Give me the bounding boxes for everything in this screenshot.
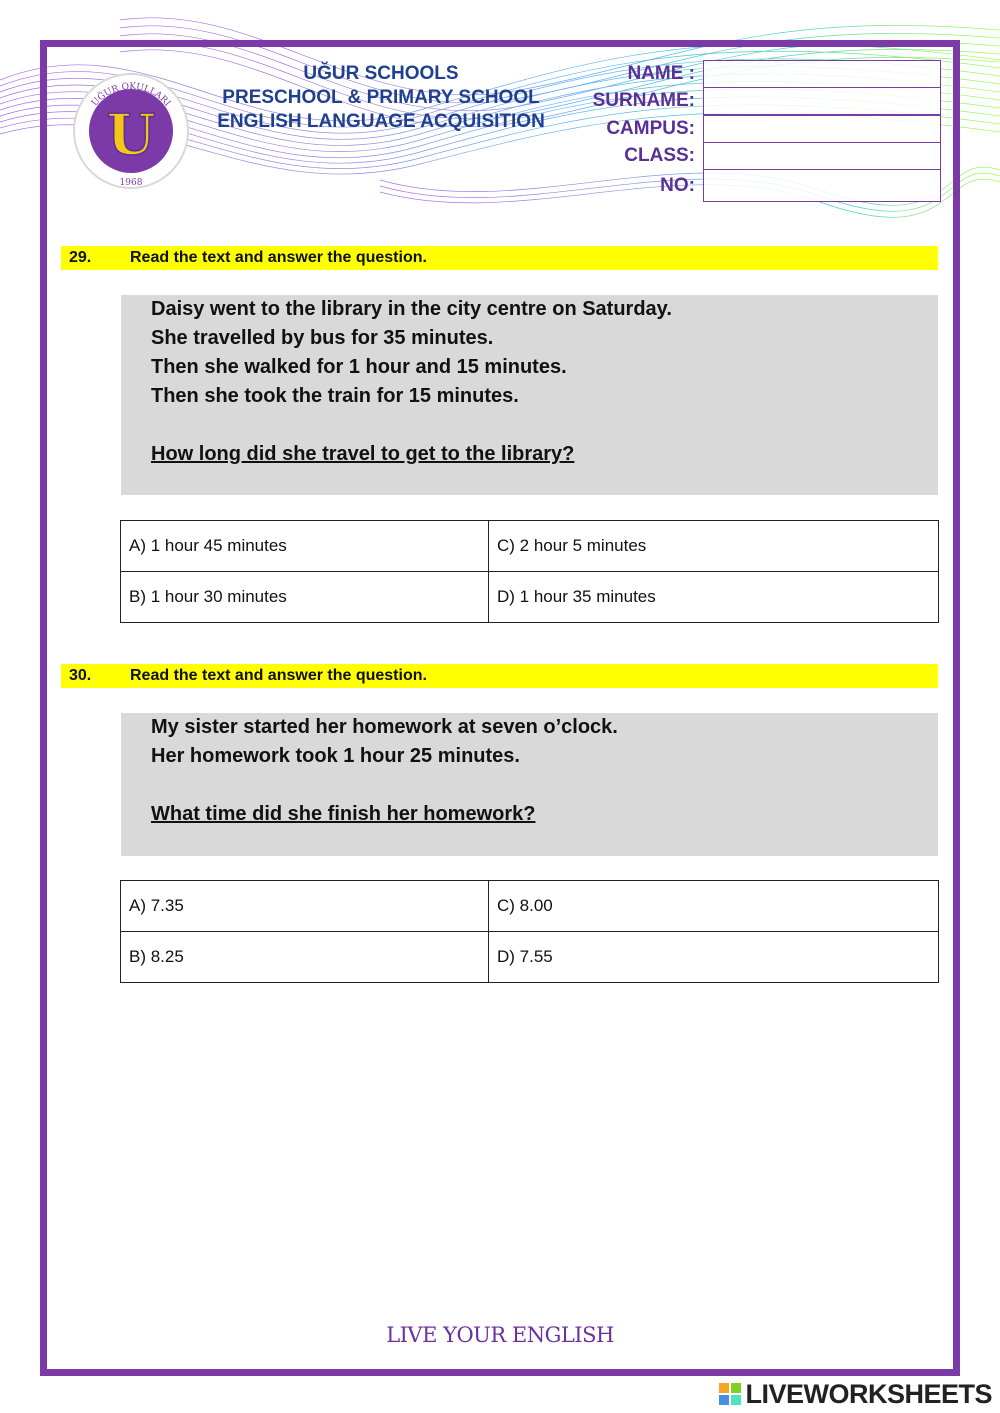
logo-year: 1968 bbox=[119, 178, 143, 188]
surname-field[interactable] bbox=[703, 87, 941, 115]
question-30-prompt: What time did she finish her homework? bbox=[151, 803, 536, 825]
school-title bbox=[195, 62, 567, 134]
question-number: 29. bbox=[69, 249, 92, 266]
option-d[interactable]: D) 1 hour 35 minutes bbox=[489, 572, 939, 623]
table-row bbox=[121, 932, 939, 983]
campus-label: CAMPUS: bbox=[606, 118, 695, 139]
blank-line bbox=[151, 771, 938, 800]
school-line-2: PRESCHOOL & PRIMARY SCHOOL bbox=[222, 87, 540, 108]
question-30-header bbox=[61, 664, 938, 688]
option-b[interactable]: B) 1 hour 30 minutes bbox=[121, 572, 489, 623]
table-row bbox=[121, 572, 939, 623]
school-logo bbox=[72, 72, 190, 190]
name-label: NAME : bbox=[627, 63, 695, 84]
question-29-options bbox=[120, 520, 939, 623]
text-line: Then she took the train for 15 minutes. bbox=[151, 385, 519, 407]
campus-field[interactable] bbox=[703, 115, 941, 143]
question-30-text-box bbox=[121, 713, 938, 856]
blank-line bbox=[151, 411, 938, 440]
text-line: Her homework took 1 hour 25 minutes. bbox=[151, 745, 520, 767]
surname-label: SURNAME: bbox=[592, 90, 695, 111]
school-line-1: UĞUR SCHOOLS bbox=[303, 63, 459, 84]
option-c[interactable]: C) 2 hour 5 minutes bbox=[489, 521, 939, 572]
question-instruction: Read the text and answer the question. bbox=[130, 667, 427, 684]
page-frame bbox=[40, 40, 960, 1376]
question-29-prompt: How long did she travel to get to the library? bbox=[151, 443, 575, 465]
question-29-header bbox=[61, 246, 938, 270]
text-line: Daisy went to the library in the city centre on Saturday. bbox=[151, 298, 672, 320]
text-line: She travelled by bus for 35 minutes. bbox=[151, 327, 494, 349]
brand-wordmark: LIVEWORKSHEETS bbox=[745, 1378, 992, 1409]
name-field[interactable] bbox=[703, 60, 941, 88]
liveworksheets-logo-icon bbox=[719, 1383, 741, 1405]
logo-ring-text: UĞUR OKULLARI bbox=[90, 81, 173, 109]
text-line: My sister started her homework at seven o’clock. bbox=[151, 716, 618, 738]
text-line: Then she walked for 1 hour and 15 minutes. bbox=[151, 356, 567, 378]
question-29-text-box bbox=[121, 295, 938, 495]
class-field[interactable] bbox=[703, 142, 941, 170]
table-row bbox=[121, 521, 939, 572]
logo-letter: U bbox=[106, 102, 156, 168]
option-a[interactable]: A) 1 hour 45 minutes bbox=[121, 521, 489, 572]
no-label: NO: bbox=[660, 175, 695, 196]
school-line-3: ENGLISH LANGUAGE ACQUISITION bbox=[217, 111, 545, 132]
question-instruction: Read the text and answer the question. bbox=[130, 249, 427, 266]
option-c[interactable]: C) 8.00 bbox=[489, 881, 939, 932]
no-field[interactable] bbox=[703, 169, 941, 202]
table-row bbox=[121, 881, 939, 932]
question-30-options bbox=[120, 880, 939, 983]
class-label: CLASS: bbox=[624, 145, 695, 166]
option-b[interactable]: B) 8.25 bbox=[121, 932, 489, 983]
footer-slogan: LIVE YOUR ENGLISH bbox=[386, 1323, 614, 1347]
option-a[interactable]: A) 7.35 bbox=[121, 881, 489, 932]
question-number: 30. bbox=[69, 667, 92, 684]
option-d[interactable]: D) 7.55 bbox=[489, 932, 939, 983]
liveworksheets-brand[interactable] bbox=[719, 1378, 992, 1410]
